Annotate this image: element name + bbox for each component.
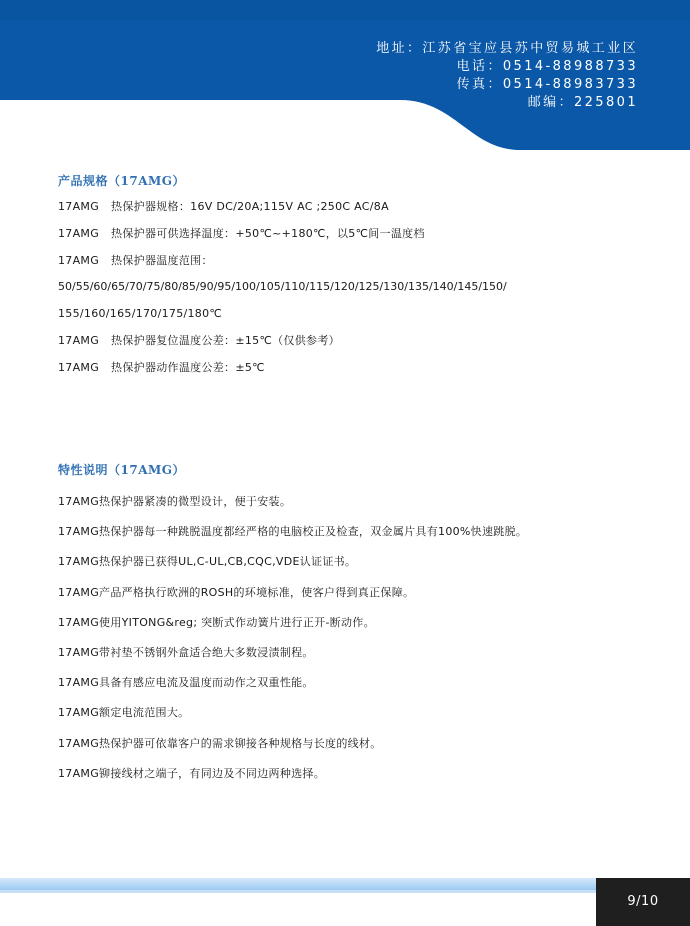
- footer-divider: [0, 890, 690, 893]
- spec-model: 17AMG: [58, 360, 100, 374]
- spec-text: 热保护器可供选择温度：+50℃~+180℃，以5℃间一温度档: [111, 226, 425, 240]
- spec-model: 17AMG: [58, 333, 100, 347]
- footer-gradient-strip: [0, 878, 690, 890]
- contact-address: 地址：江苏省宝应县苏中贸易城工业区: [376, 41, 638, 56]
- contact-fax: 传真：0514-88983733: [456, 77, 638, 92]
- feature-item: 17AMG热保护器已获得UL,C-UL,CB,CQC,VDE认证证书。: [58, 555, 357, 569]
- contact-block: [376, 40, 638, 112]
- footer-band: [0, 878, 690, 926]
- feature-item: 17AMG热保护器紧凑的微型设计，便于安装。: [58, 495, 292, 508]
- spec-text: 热保护器动作温度公差：±5℃: [111, 360, 265, 374]
- spec-text: 155/160/165/170/175/180℃: [58, 307, 223, 321]
- page-number: 9/10: [596, 878, 690, 926]
- spec-section-title: 产品规格（17AMG）: [58, 174, 186, 188]
- contact-postcode: 邮编：225801: [527, 95, 638, 110]
- feature-item: 17AMG具备有感应电流及温度而动作之双重性能。: [58, 676, 314, 690]
- spec-model: 17AMG: [58, 200, 100, 213]
- feature-item: 17AMG使用YITONG&reg; 突断式作动簧片进行正开-断动作。: [58, 615, 375, 629]
- feature-item: 17AMG热保护器可依靠客户的需求铆接各种规格与长度的线材。: [58, 736, 382, 750]
- spec-model: 17AMG: [58, 226, 100, 240]
- spec-item: [58, 360, 650, 387]
- feature-item: 17AMG产品严格执行欧洲的ROSH的环境标准，使客户得到真正保障。: [58, 585, 415, 599]
- spec-item: [58, 253, 650, 280]
- spec-text: 50/55/60/65/70/75/80/85/90/95/100/105/110/115/120/125/130/135/140/145/150/: [58, 280, 507, 294]
- spec-item: [58, 199, 650, 226]
- contact-phone: 电话：0514-88988733: [456, 59, 638, 74]
- feature-list: [58, 494, 650, 796]
- spec-item: [58, 226, 650, 253]
- spec-item: [58, 306, 650, 333]
- spec-text: 热保护器复位温度公差：±15℃（仅供参考）: [111, 333, 340, 347]
- spec-text: 热保护器规格：16V DC/20A;115V AC ;250C AC/8A: [111, 200, 389, 213]
- feature-section-title: 特性说明（17AMG）: [58, 463, 186, 477]
- spec-model: 17AMG: [58, 253, 100, 267]
- feature-item: 17AMG铆接线材之端子，有同边及不同边两种选择。: [58, 766, 326, 780]
- spec-text: 热保护器温度范围：: [111, 253, 213, 267]
- feature-item: 17AMG带衬垫不锈钢外盒适合绝大多数浸渍制程。: [58, 645, 314, 659]
- spec-item: [58, 279, 650, 306]
- feature-item: 17AMG额定电流范围大。: [58, 706, 190, 720]
- spec-list: [58, 199, 650, 387]
- feature-item: 17AMG热保护器每一种跳脱温度都经严格的电脑校正及检查，双金属片具有100%快速跳脱。: [58, 525, 528, 539]
- spec-item: [58, 333, 650, 360]
